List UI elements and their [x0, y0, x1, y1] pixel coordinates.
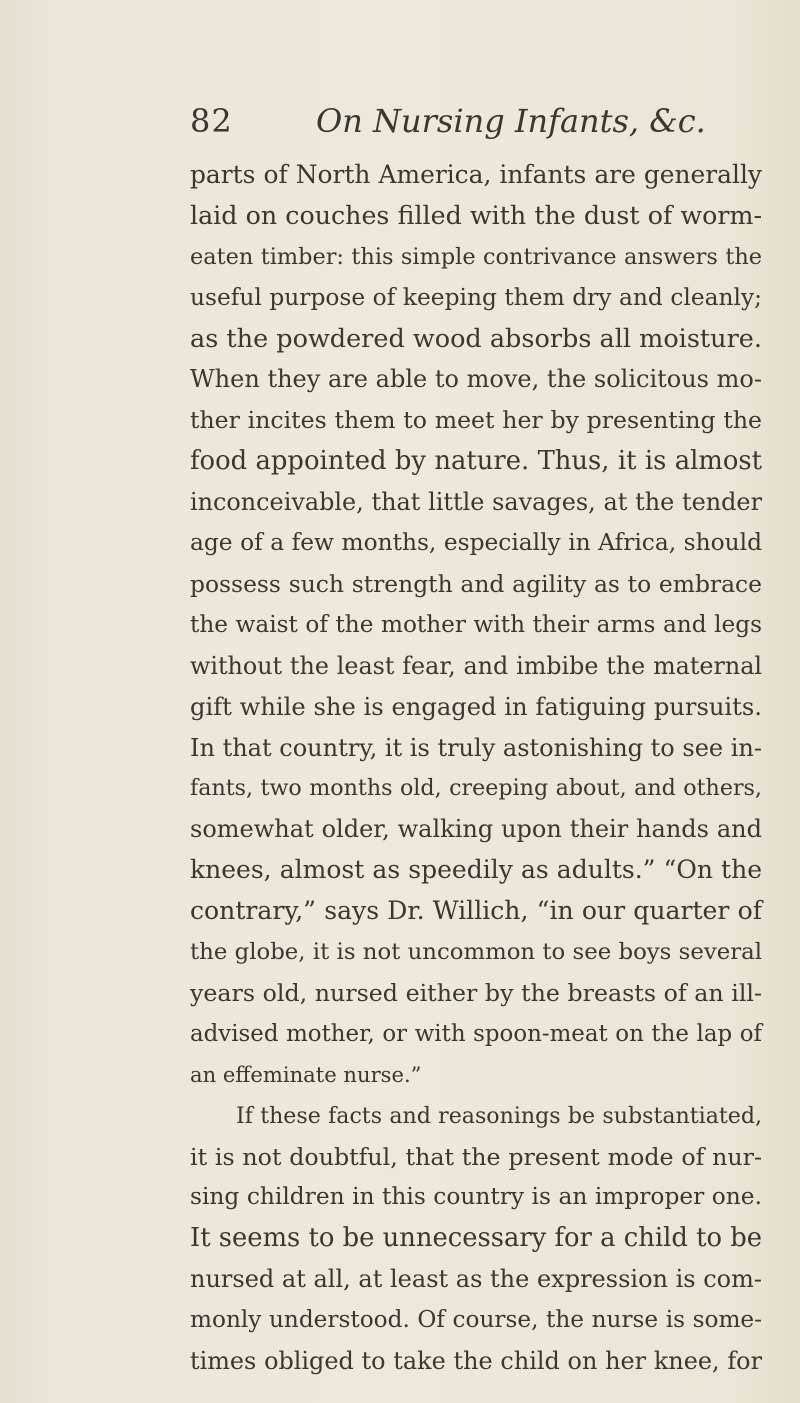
- text-line: fants, two months old, creeping about, and others,: [190, 775, 762, 801]
- page-header: [190, 102, 750, 146]
- text-line: food appointed by nature. Thus, it is almost: [190, 446, 762, 476]
- text-line: useful purpose of keeping them dry and cleanly;: [190, 284, 762, 311]
- text-line: nursed at all, at least as the expression is com-: [190, 1265, 762, 1293]
- text-line: ther incites them to meet her by presenting the: [190, 406, 762, 434]
- text-line: an effeminate nurse.”: [190, 1062, 422, 1087]
- text-line: It seems to be unnecessary for a child to be: [190, 1223, 762, 1253]
- text-line: inconceivable, that little savages, at the tender: [190, 488, 762, 516]
- text-line: advised mother, or with spoon-meat on the lap of: [190, 1021, 762, 1047]
- text-line: In that country, it is truly astonishing to see in-: [190, 734, 762, 762]
- text-line: age of a few months, especially in Africa, should: [190, 529, 762, 556]
- text-line: without the least fear, and imbibe the maternal: [190, 652, 762, 680]
- page-number: 82: [190, 102, 233, 140]
- text-line: monly understood. Of course, the nurse is some-: [190, 1306, 762, 1333]
- text-line: gift while she is engaged in fatiguing pursuits.: [190, 693, 762, 721]
- text-line: the waist of the mother with their arms and legs: [190, 611, 762, 638]
- text-line: the globe, it is not uncommon to see boys several: [190, 939, 762, 965]
- text-line: years old, nursed either by the breasts of an ill-: [190, 979, 762, 1007]
- text-line: knees, almost as speedily as adults.” “On the: [190, 855, 762, 884]
- running-title: On Nursing Infants, &c.: [316, 102, 706, 140]
- text-line: When they are able to move, the solicitous mo-: [190, 365, 762, 393]
- text-line: sing children in this country is an improper one.: [190, 1183, 762, 1210]
- text-line: parts of North America, infants are generally: [190, 160, 762, 189]
- text-line: possess such strength and agility as to embrace: [190, 570, 762, 598]
- text-line: If these facts and reasonings be substantiated,: [236, 1103, 762, 1129]
- text-line: times obliged to take the child on her knee, for: [190, 1347, 762, 1375]
- text-line: eaten timber: this simple contrivance answers the: [190, 244, 762, 270]
- text-line: contrary,” says Dr. Willich, “in our quarter of: [190, 896, 762, 925]
- text-line: it is not doubtful, that the present mode of nur-: [190, 1143, 762, 1171]
- text-line: somewhat older, walking upon their hands and: [190, 815, 762, 843]
- text-line: laid on couches filled with the dust of worm-: [190, 201, 762, 230]
- text-line: as the powdered wood absorbs all moisture.: [190, 324, 762, 354]
